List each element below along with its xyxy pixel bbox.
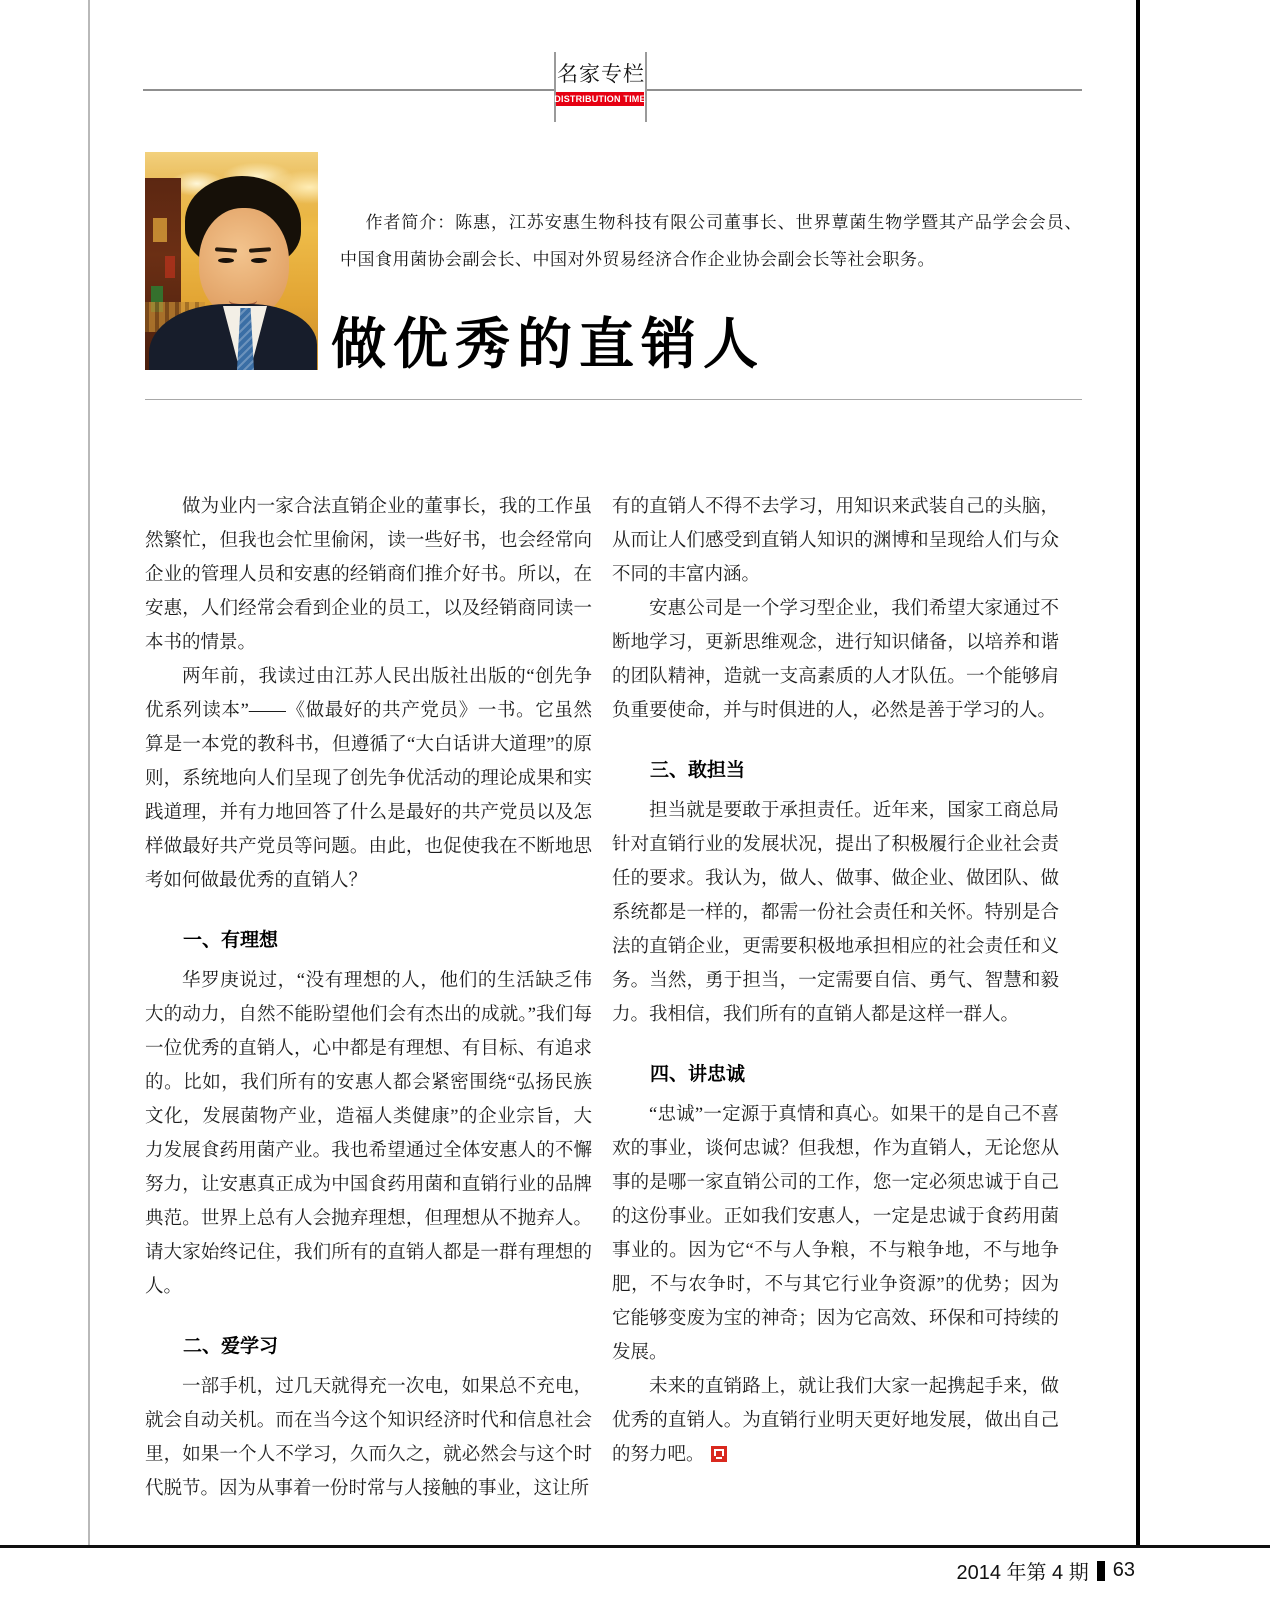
photo-eye	[218, 258, 234, 263]
photo-panel-tile	[165, 256, 175, 278]
footer-page-number: 63	[1112, 1559, 1135, 1581]
footer-rule	[0, 1545, 1270, 1548]
footer-issue: 2014 年第 4 期	[956, 1562, 1089, 1584]
photo-panel-tile	[153, 218, 167, 242]
page-footer	[956, 1556, 1135, 1585]
section-heading: 二、爱学习	[183, 1336, 279, 1357]
paragraph: 安惠公司是一个学习型企业，我们希望大家通过不断地学习，更新思维观念，进行知识储备，以培养和谐的团队精神，造就一支高素质的人才队伍。一个能够肩负重要使命，并与时俱进的人，必然是善于学习的人。	[612, 599, 1059, 721]
body-column-right	[612, 490, 1059, 1472]
body-column-left	[145, 490, 592, 1506]
photo-eye	[251, 258, 267, 263]
column-label: 名家专栏	[557, 63, 645, 86]
paragraph: 担当就是要敢于承担责任。近年来，国家工商总局针对直销行业的发展状况，提出了积极履行企业社会责任的要求。我认为，做人、做事、做企业、做团队、做系统都是一样的，都需一份社会责任和关怀。特别是合法的直销企业，更需要积极地承担相应的社会责任和义务。当然，勇于担当，一定需要自信、勇气、智慧和毅力。我相信，我们所有的直销人都是这样一群人。	[612, 801, 1059, 1025]
right-margin-rule	[1136, 0, 1140, 1545]
author-bio: 作者简介：陈惠，江苏安惠生物科技有限公司董事长、世界蕈菌生物学暨其产品学会会员、中国食用菌协会副会长、中国对外贸易经济合作企业协会副会长等社会职务。	[340, 213, 1082, 269]
paragraph: 两年前，我读过由江苏人民出版社出版的“创先争优系列读本”——《做最好的共产党员》一书。它虽然算是一本党的教科书，但遵循了“大白话讲大道理”的原则，系统地向人们呈现了创先争优活动的理论成果和实践道理，并有力地回答了什么是最好的共产党员以及怎样做最好共产党员等问题。由此，也促使我在不断地思考如何做最优秀的直销人？	[145, 667, 592, 891]
paragraph: 做为业内一家合法直销企业的董事长，我的工作虽然繁忙，但我也会忙里偷闲，读一些好书，也会经常向企业的管理人员和安惠的经销商们推介好书。所以，在安惠，人们经常会看到企业的员工，以及经销商同读一本书的情景。	[145, 497, 592, 653]
article-end-icon	[711, 1446, 727, 1462]
footer-divider	[1097, 1561, 1105, 1581]
paragraph: “忠诚”一定源于真情和真心。如果干的是自己不喜欢的事业，谈何忠诚？但我想，作为直销人，无论您从事的是哪一家直销公司的工作，您一定必须忠诚于自己的这份事业。正如我们安惠人，一定是忠诚于食药用菌事业的。因为它“不与人争粮，不与粮争地，不与地争肥，不与农争时，不与其它行业争资源”的优势；因为它能够变废为宝的神奇；因为它高效、环保和可持续的发展。	[612, 1105, 1059, 1363]
section-heading: 三、敢担当	[650, 760, 746, 781]
paragraph: 华罗庚说过，“没有理想的人，他们的生活缺乏伟大的动力，自然不能盼望他们会有杰出的成就。”我们每一位优秀的直销人，心中都是有理想、有目标、有追求的。比如，我们所有的安惠人都会紧密围绕“弘扬民族文化，发展菌物产业，造福人类健康”的企业宗旨，大力发展食药用菌产业。我也希望通过全体安惠人的不懈努力，让安惠真正成为中国食药用菌和直销行业的品牌典范。世界上总有人会抛弃理想，但理想从不抛弃人。请大家始终记住，我们所有的直销人都是一群有理想的人。	[145, 971, 592, 1297]
brand-badge	[556, 92, 644, 106]
left-margin-rule	[88, 0, 90, 1545]
section-heading: 四、讲忠诚	[650, 1064, 746, 1085]
author-photo	[145, 152, 318, 370]
paragraph: 一部手机，过几天就得充一次电，如果总不充电，就会自动关机。而在当今这个知识经济时代和信息社会里，如果一个人不学习，久而久之，就必然会与这个时代脱节。因为从事着一份时常与人接触的事业，这让所	[145, 1377, 592, 1499]
header-rule-right	[646, 89, 1082, 91]
header-rule-left	[143, 89, 554, 91]
paragraph: 未来的直销路上，就让我们大家一起携起手来，做优秀的直销人。为直销行业明天更好地发展，做出自己的努力吧。	[612, 1377, 1059, 1465]
paragraph: 有的直销人不得不去学习，用知识来武装自己的头脑，从而让人们感受到直销人知识的渊博和呈现给人们与众不同的丰富内涵。	[612, 497, 1059, 585]
title-underline-rule	[145, 399, 1082, 400]
brand-badge-label: DISTRIBUTION TIME	[554, 94, 646, 104]
section-heading: 一、有理想	[183, 930, 279, 951]
article-title: 做优秀的直销人	[331, 313, 766, 375]
